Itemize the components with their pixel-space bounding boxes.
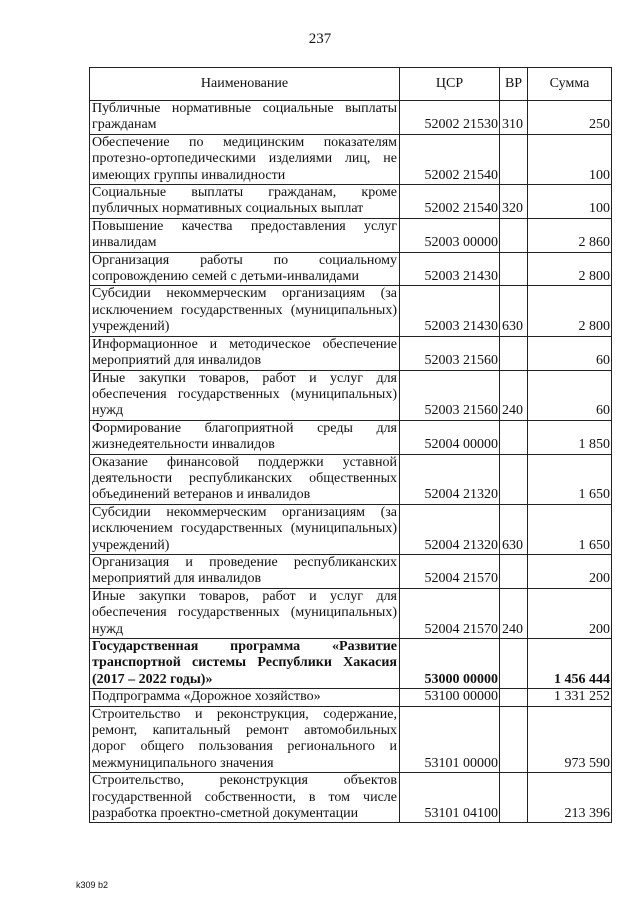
row-csr: 53000 00000 (400, 639, 500, 689)
table-row (90, 252, 612, 286)
row-sum: 200 (528, 554, 612, 588)
row-sum: 1 850 (528, 420, 612, 454)
row-csr: 53101 04100 (400, 773, 500, 823)
row-sum: 60 (528, 336, 612, 370)
row-sum: 2 800 (528, 286, 612, 336)
row-sum: 213 396 (528, 773, 612, 823)
row-vr (500, 706, 528, 773)
row-name: Организация работы по социальному сопровождению семей с детьми-инвалидами (90, 252, 400, 286)
budget-table (89, 67, 612, 823)
row-sum: 100 (528, 134, 612, 184)
table-header-row (90, 68, 612, 101)
row-vr: 630 (500, 504, 528, 554)
row-name: Информационное и методическое обеспечение мероприятий для инвалидов (90, 336, 400, 370)
table-row (90, 706, 612, 773)
row-vr: 240 (500, 370, 528, 420)
row-vr (500, 134, 528, 184)
row-vr (500, 336, 528, 370)
row-name: Субсидии некоммерческим организациям (за исключением государственных (муниципальных) учреждений) (90, 286, 400, 336)
row-csr: 53101 00000 (400, 706, 500, 773)
row-csr: 52003 21430 (400, 252, 500, 286)
row-name: Строительство и реконструкция, содержание, ремонт, капитальный ремонт автомобильных дорог общего пользования регионального и межмуниципального значения (90, 706, 400, 773)
header-name: Наименование (90, 68, 400, 101)
row-vr (500, 454, 528, 504)
row-vr (500, 252, 528, 286)
table-row (90, 134, 612, 184)
row-sum: 1 456 444 (528, 639, 612, 689)
row-sum: 200 (528, 588, 612, 638)
row-name: Иные закупки товаров, работ и услуг для обеспечения государственных (муниципальных) нужд (90, 370, 400, 420)
table-row (90, 504, 612, 554)
table-row (90, 454, 612, 504)
row-vr (500, 554, 528, 588)
row-name: Публичные нормативные социальные выплаты гражданам (90, 101, 400, 135)
row-name: Иные закупки товаров, работ и услуг для обеспечения государственных (муниципальных) нужд (90, 588, 400, 638)
row-csr: 52004 21570 (400, 588, 500, 638)
row-name: Государственная программа «Развитие транспортной системы Республики Хакасия (2017 – 2022 годы)» (90, 639, 400, 689)
row-vr (500, 218, 528, 252)
header-csr: ЦСР (400, 68, 500, 101)
row-name: Организация и проведение республиканских мероприятий для инвалидов (90, 554, 400, 588)
row-name: Подпрограмма «Дорожное хозяйство» (90, 689, 400, 706)
row-sum: 1 650 (528, 504, 612, 554)
row-vr (500, 689, 528, 706)
row-name: Строительство, реконструкция объектов государственной собственности, в том числе разработка проектно-сметной документации (90, 773, 400, 823)
table-row (90, 185, 612, 219)
row-sum: 973 590 (528, 706, 612, 773)
row-csr: 52004 00000 (400, 420, 500, 454)
row-vr (500, 420, 528, 454)
row-sum: 2 800 (528, 252, 612, 286)
row-name: Формирование благоприятной среды для жизнедеятельности инвалидов (90, 420, 400, 454)
row-csr: 52003 21430 (400, 286, 500, 336)
row-csr: 52004 21570 (400, 554, 500, 588)
row-csr: 52003 21560 (400, 336, 500, 370)
row-csr: 52002 21540 (400, 134, 500, 184)
table-row (90, 101, 612, 135)
row-sum: 60 (528, 370, 612, 420)
row-csr: 52003 00000 (400, 218, 500, 252)
row-name: Оказание финансовой поддержки уставной деятельности республиканских общественных объединений ветеранов и инвалидов (90, 454, 400, 504)
row-csr: 53100 00000 (400, 689, 500, 706)
row-sum: 1 650 (528, 454, 612, 504)
header-sum: Сумма (528, 68, 612, 101)
page-number: 237 (308, 31, 332, 47)
row-name: Повышение качества предоставления услуг инвалидам (90, 218, 400, 252)
table-row (90, 689, 612, 706)
table-row (90, 554, 612, 588)
table-row (90, 773, 612, 823)
row-csr: 52002 21540 (400, 185, 500, 219)
row-vr: 320 (500, 185, 528, 219)
row-name: Обеспечение по медицинским показателям протезно-ортопедическими изделиями лиц, не имеющих группы инвалидности (90, 134, 400, 184)
row-name: Субсидии некоммерческим организациям (за исключением государственных (муниципальных) учреждений) (90, 504, 400, 554)
row-vr: 630 (500, 286, 528, 336)
row-csr: 52004 21320 (400, 454, 500, 504)
row-vr: 240 (500, 588, 528, 638)
row-vr: 310 (500, 101, 528, 135)
table-row (90, 588, 612, 638)
table-row (90, 286, 612, 336)
table-row (90, 336, 612, 370)
table-row (90, 370, 612, 420)
row-sum: 2 860 (528, 218, 612, 252)
header-vr: ВР (500, 68, 528, 101)
row-sum: 1 331 252 (528, 689, 612, 706)
row-sum: 250 (528, 101, 612, 135)
row-csr: 52003 21560 (400, 370, 500, 420)
footer-code: k309 b2 (76, 880, 109, 890)
row-csr: 52002 21530 (400, 101, 500, 135)
row-vr (500, 773, 528, 823)
row-vr (500, 639, 528, 689)
table-row (90, 639, 612, 689)
row-sum: 100 (528, 185, 612, 219)
table-row (90, 218, 612, 252)
row-csr: 52004 21320 (400, 504, 500, 554)
table-row (90, 420, 612, 454)
row-name: Социальные выплаты гражданам, кроме публичных нормативных социальных выплат (90, 185, 400, 219)
